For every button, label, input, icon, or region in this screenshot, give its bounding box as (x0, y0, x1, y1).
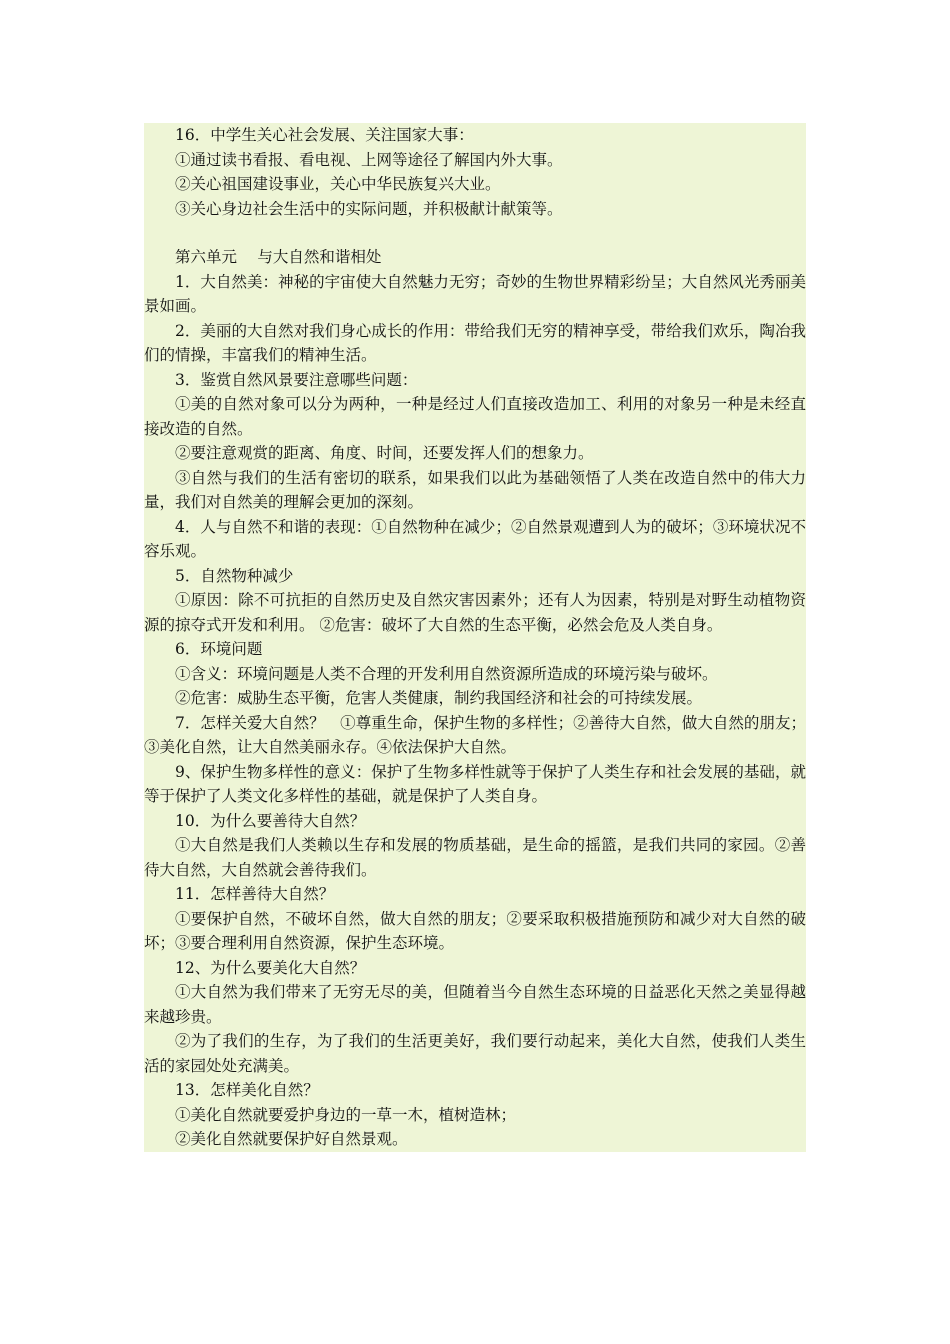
paragraph: ①原因：除不可抗拒的自然历史及自然灾害因素外；还有人为因素，特别是对野生动植物资源的掠夺式开发和利用。 ②危害：破坏了大自然的生态平衡，必然会危及人类自身。 (144, 591, 806, 634)
unit-six-content (144, 270, 806, 1152)
paragraph: ②关心祖国建设事业，关心中华民族复兴大业。 (175, 175, 501, 193)
paragraph: 16．中学生关心社会发展、关注国家大事： (175, 126, 474, 144)
paragraph: ①美的自然对象可以分为两种，一种是经过人们直接改造加工、利用的对象另一种是未经直接改造的自然。 (144, 395, 806, 438)
paragraph: ②美化自然就要保护好自然景观。 (175, 1130, 408, 1148)
paragraph: ①要保护自然，不破坏自然，做大自然的朋友；②要采取积极措施预防和减少对大自然的破坏；③要合理利用自然资源，保护生态环境。 (144, 909, 806, 952)
paragraph: 9、保护生物多样性的意义：保护了生物多样性就等于保护了人类生存和社会发展的基础，就等于保护了人类文化多样性的基础，就是保护了人类自身。 (144, 762, 806, 805)
spacer (144, 221, 806, 245)
paragraph: ①美化自然就要爱护身边的一草一木，植树造林； (175, 1105, 517, 1124)
paragraph: 13．怎样美化自然？ (175, 1081, 319, 1099)
paragraph: 11．怎样善待大自然？ (175, 885, 335, 903)
paragraph: 4．人与自然不和谐的表现：①自然物种在减少；②自然景观遭到人为的破坏；③环境状况不容乐观。 (144, 517, 806, 560)
paragraph: 10．为什么要善待大自然？ (175, 811, 366, 830)
paragraph: ①通过读书看报、看电视、上网等途径了解国内外大事。 (175, 150, 563, 169)
paragraph: ②为了我们的生存，为了我们的生活更美好，我们要行动起来，美化大自然，使我们人类生活的家园处处充满美。 (144, 1032, 806, 1075)
paragraph: ②要注意观赏的距离、角度、时间，还要发挥人们的想象力。 (175, 444, 594, 462)
unit-title: 第六单元 与大自然和谐相处 (175, 248, 382, 266)
paragraph: 2．美丽的大自然对我们身心成长的作用：带给我们无穷的精神享受，带给我们欢乐，陶冶我们的情操，丰富我们的精神生活。 (144, 321, 806, 364)
section-16 (144, 123, 806, 221)
paragraph: ①大自然是我们人类赖以生存和发展的物质基础，是生命的摇篮，是我们共同的家园。②善待大自然，大自然就会善待我们。 (144, 836, 806, 879)
paragraph: 3．鉴赏自然风景要注意哪些问题： (175, 370, 418, 389)
paragraph: ③自然与我们的生活有密切的联系，如果我们以此为基础领悟了人类在改造自然中的伟大力量，我们对自然美的理解会更加的深刻。 (144, 468, 806, 511)
paragraph: 6．环境问题 (175, 640, 263, 658)
paragraph: ①大自然为我们带来了无穷无尽的美，但随着当今自然生态环境的日益恶化天然之美显得越来越珍贵。 (144, 983, 806, 1026)
paragraph: 12、为什么要美化大自然？ (175, 958, 366, 977)
paragraph: ③关心身边社会生活中的实际问题，并积极献计献策等。 (175, 199, 563, 218)
paragraph: 5．自然物种减少 (175, 566, 294, 585)
paragraph: 1．大自然美：神秘的宇宙使大自然魅力无穷；奇妙的生物世界精彩纷呈；大自然风光秀丽美景如画。 (144, 272, 806, 315)
paragraph: 7．怎样关爱大自然？ ①尊重生命，保护生物的多样性；②善待大自然，做大自然的朋友；③美化自然，让大自然美丽永存。④依法保护大自然。 (144, 713, 806, 756)
document-body (144, 123, 806, 1152)
paragraph: ②危害：威胁生态平衡，危害人类健康，制约我国经济和社会的可持续发展。 (175, 689, 703, 707)
paragraph: ①含义：环境问题是人类不合理的开发利用自然资源所造成的环境污染与破坏。 (175, 664, 718, 683)
